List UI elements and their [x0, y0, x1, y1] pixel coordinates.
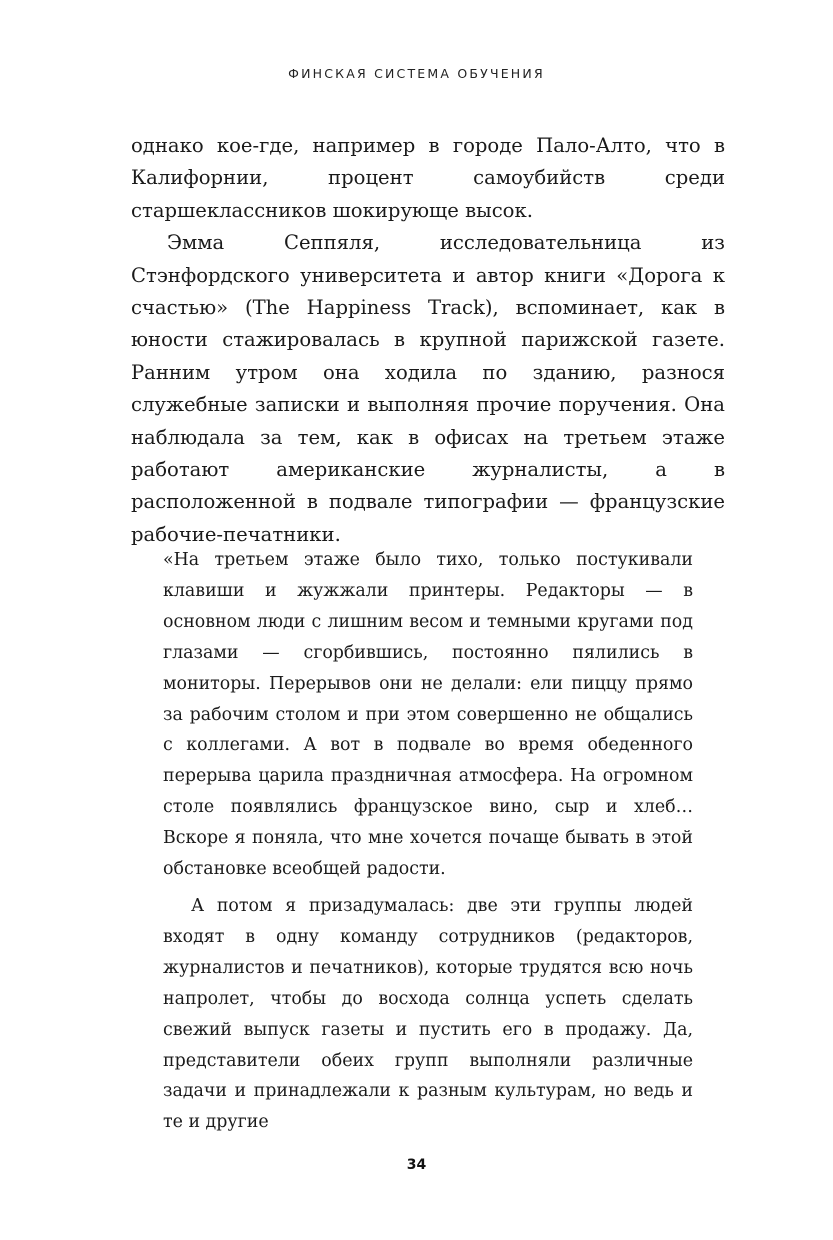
paragraph: однако кое-где, например в городе Пало-Алто, что в Калифорнии, процент самоубийств среди старшеклассников шокирующе высок.: [131, 134, 725, 222]
page-number: 34: [406, 1157, 427, 1173]
main-text: [131, 130, 725, 551]
paragraph: Эмма Сеппяля, исследовательница из Стэнфордского университета и автор книги «Дорога к счастью» (The Happiness Track), вспоминает, как в юности стажировалась в крупной парижской газете. Ранним утром она ходила по зданию, разнося служебные записки и выполняя прочие поручения. Она наблюдала за тем, как в офисах на третьем этаже работают американские журналисты, а в расположенной в подвале типографии — французские рабочие-печатники.: [131, 231, 725, 546]
block-quote: [163, 545, 693, 1138]
quote-paragraph: «На третьем этаже было тихо, только постукивали клавиши и жужжали принтеры. Редакторы — в основном люди с лишним весом и темными кругами под глазами — сгорбившись, постоянно пялились в мониторы. Перерывов они не делали: ели пиццу прямо за рабочим столом и при этом совершенно не общались с коллегами. А вот в подвале во время обеденного перерыва царила праздничная атмосфера. На огромном столе появлялись французское вино, сыр и хлеб… Вскоре я поняла, что мне хочется почаще бывать в этой обстановке всеобщей радости.: [163, 550, 693, 880]
quote-paragraph: А потом я призадумалась: две эти группы людей входят в одну команду сотрудников (редакторов, журналистов и печатников), которые трудятся всю ночь напролет, чтобы до восхода солнца успеть сделать свежий выпуск газеты и пустить его в продажу. Да, представители обеих групп выполняли различные задачи и принадлежали к разным культурам, но ведь и те и другие: [163, 895, 693, 1133]
running-head: ФИНСКАЯ СИСТЕМА ОБУЧЕНИЯ: [288, 66, 545, 81]
